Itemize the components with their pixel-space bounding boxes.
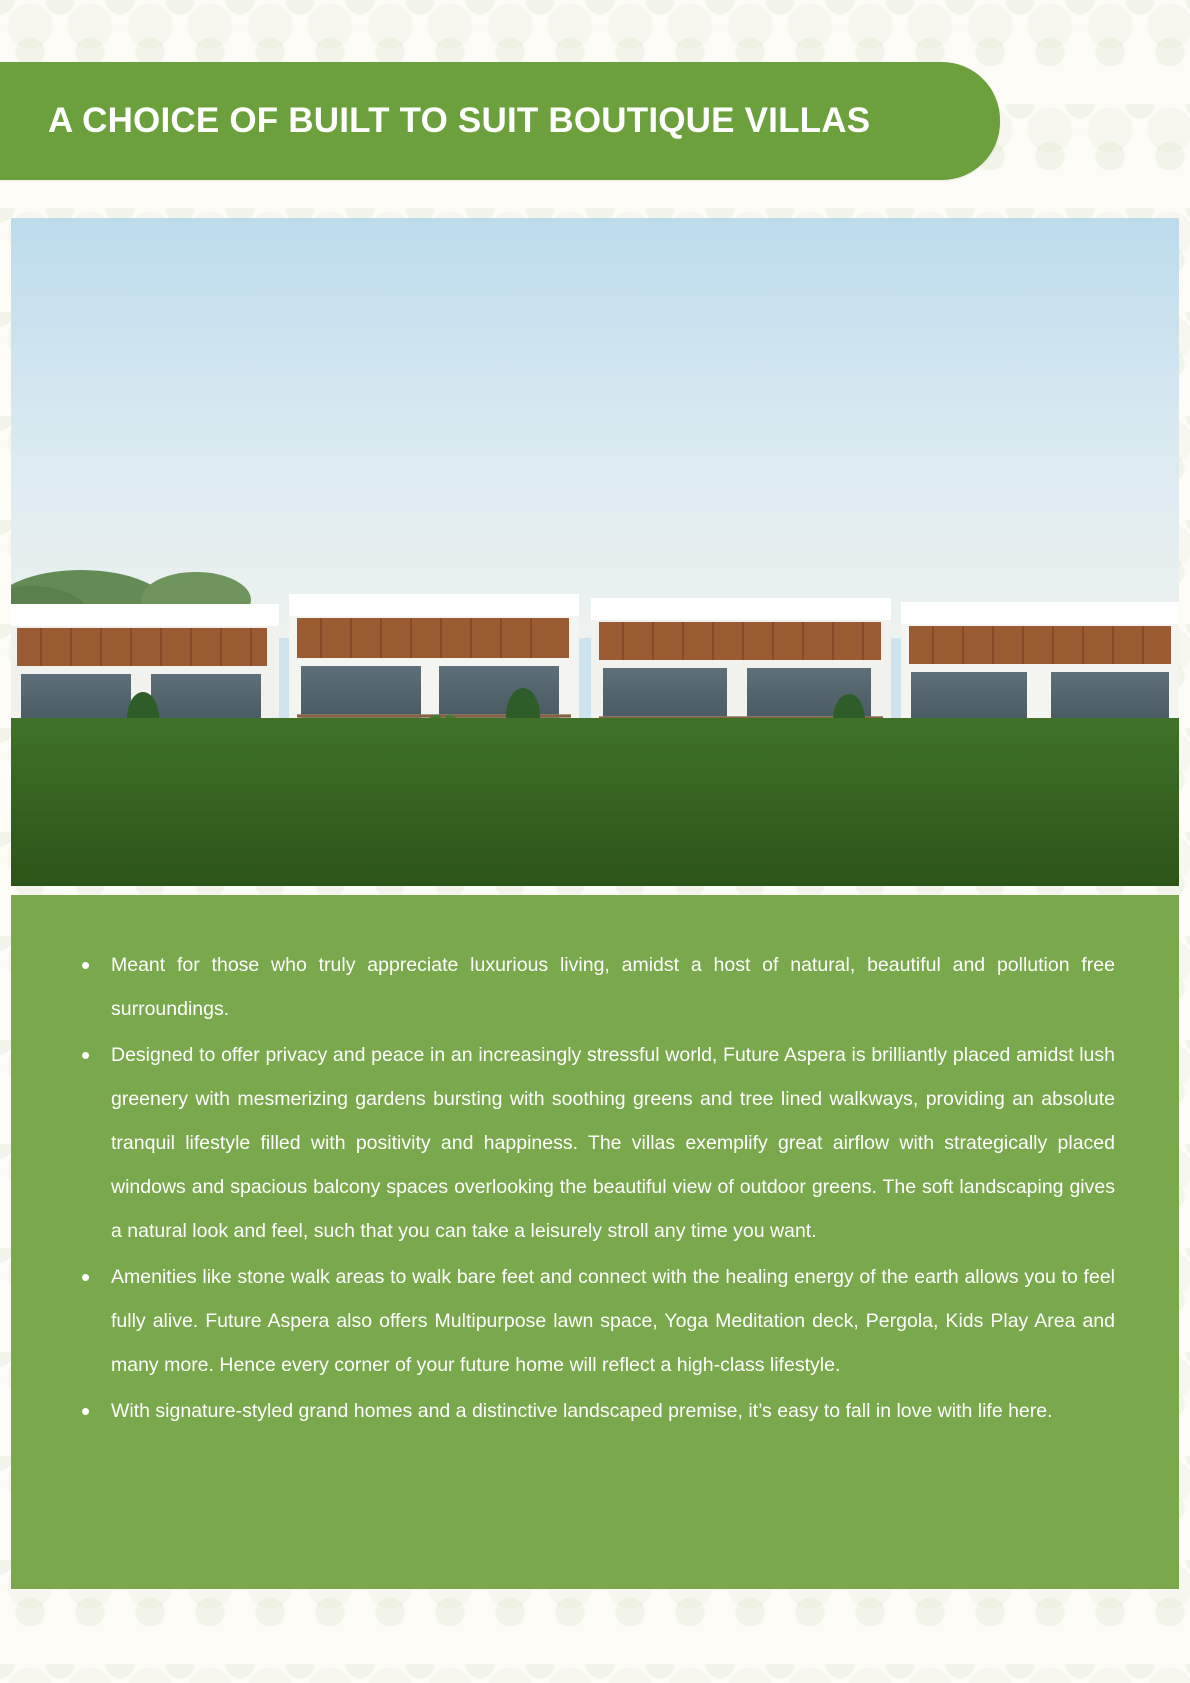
page-title: A CHOICE OF BUILT TO SUIT BOUTIQUE VILLAS [48, 101, 871, 140]
description-panel [11, 895, 1179, 1589]
list-item: • Meant for those who truly appreciate luxurious living, amidst a host of natural, beautiful and pollution free surroundings. [77, 943, 1115, 1031]
list-item: • With signature-styled grand homes and a distinctive landscaped premise, it’s easy to fall in love with life here. [77, 1389, 1115, 1433]
header-banner [0, 62, 1000, 180]
feature-bullet-list [11, 895, 1179, 1433]
list-item: • Amenities like stone walk areas to walk bare feet and connect with the healing energy of the earth allows you to feel fully alive. Future Aspera also offers Multipurpose lawn space, Yoga Meditation deck, Pergola, Kids Play Area and many more. Hence every corner of your future home will reflect a high-class lifestyle. [77, 1255, 1115, 1387]
lawn-foreground [11, 718, 1179, 886]
list-item: • Designed to offer privacy and peace in an increasingly stressful world, Future Aspera is brilliantly placed amidst lush greenery with mesmerizing gardens bursting with soothing greens and tree lined walkways, providing an absolute tranquil lifestyle filled with positivity and happiness. The villas exemplify great airflow with strategically placed windows and spacious balcony spaces overlooking the beautiful view of outdoor greens. The soft landscaping gives a natural look and feel, such that you can take a leisurely stroll any time you want. [77, 1033, 1115, 1253]
